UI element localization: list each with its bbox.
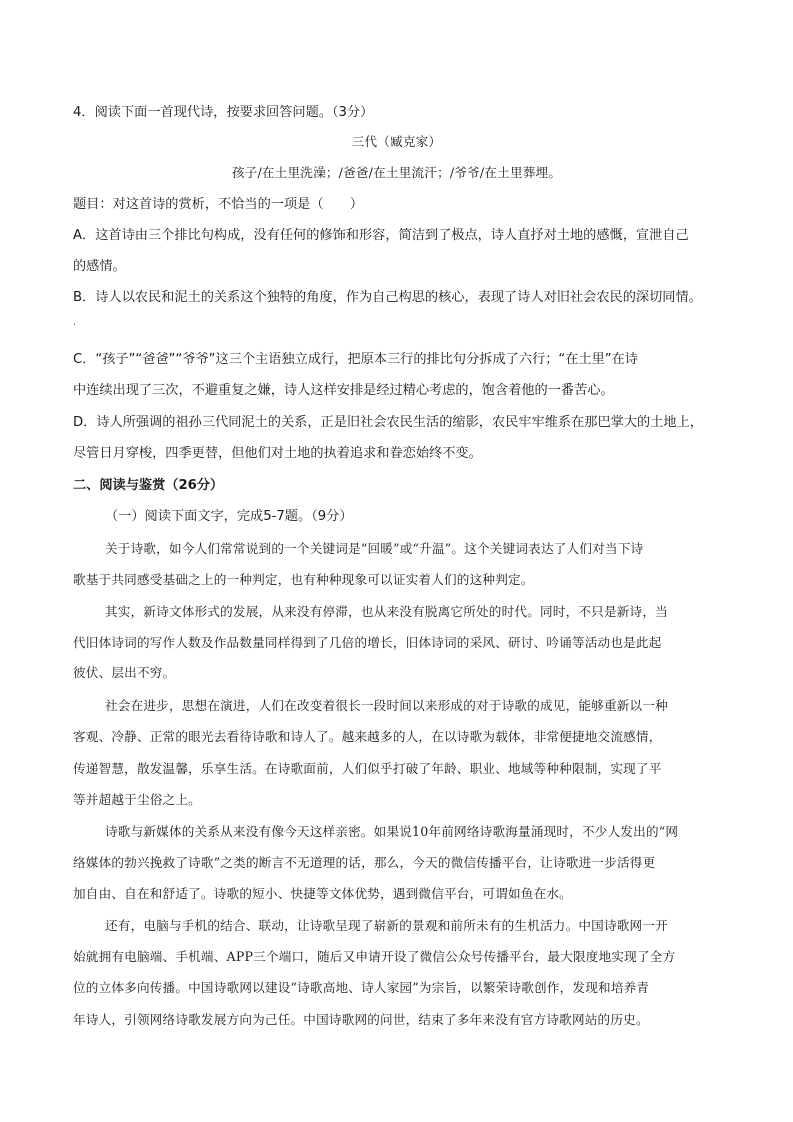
passage-line: 关于诗歌，如今人们常常说到的一个关键词是“回暖”或“升温”。这个关键词表达了人们对当下诗 [105, 541, 644, 556]
passage-line: 加自由、自在和舒适了。诗歌的短小、快捷等文体优势，遇到微信平台，可谓如鱼在水。 [73, 886, 572, 901]
option-a-line-2: 的感情。 [73, 259, 126, 274]
sub-heading: （一）阅读下面文字，完成5-7题。（9分） [105, 509, 353, 524]
passage-line: 其实，新诗文体形式的发展，从来没有停滞，也从来没有脱离它所处的时代。同时，不只是新诗，当 [105, 604, 668, 619]
paragraph-mark: · [73, 320, 77, 331]
poem-title: 三代（臧克家） [351, 134, 442, 149]
poem-body: 孩子/在土里洗澡；/爸爸/在土里流汗；/爷爷/在土里葬埋。 [231, 165, 562, 180]
passage-line: 歌基于共同感受基础之上的一种判定，也有种种现象可以证实着人们的这种判定。 [73, 572, 534, 587]
passage-line: 传递智慧，散发温馨，乐享生活。在诗歌面前，人们似乎打破了年龄、职业、地域等种种限制，实现了平 [73, 761, 662, 776]
option-d-line-2: 尽管日月穿梭，四季更替，但他们对土地的执着追求和眷恋始终不变。 [73, 446, 482, 461]
passage-line: 彼伏、层出不穷。 [73, 665, 176, 680]
passage-line: 客观、冷静、正常的眼光去看待诗歌和诗人了。越来越多的人，在以诗歌为载体，非常便捷地交流感情， [73, 729, 662, 744]
passage-line: 始就拥有电脑端、手机端、APP三个端口，随后又申请开设了微信公众号传播平台，最大限度地实现了全方 [73, 949, 676, 964]
passage-line: 还有，电脑与手机的结合、联动，让诗歌呈现了崭新的景观和前所未有的生机活力。中国诗歌网一开 [105, 918, 668, 933]
passage-line: 位的立体多向传播。中国诗歌网以建设“诗歌高地、诗人家园”为宗旨，以繁荣诗歌创作，发现和培养青 [73, 980, 650, 995]
option-b-line-1: B．诗人以农民和泥土的关系这个独特的角度，作为自己构思的核心，表现了诗人对旧社会农民的深切同情。 [73, 290, 702, 305]
passage-line: 络媒体的勃兴挽救了诗歌”之类的断言不无道理的话，那么，今天的微信传播平台，让诗歌进一步活得更 [73, 855, 656, 870]
question-4-stem: 4．阅读下面一首现代诗，按要求回答问题。（3分） [73, 105, 374, 120]
option-c-line-2: 中连续出现了三次，不避重复之嫌，诗人这样安排是经过精心考虑的，饱含着他的一番苦心。 [73, 383, 614, 398]
passage-line: 代旧体诗词的写作人数及作品数量同样得到了几倍的增长，旧体诗词的采风、研讨、吟诵等活动也是此起 [73, 635, 662, 650]
section-heading: 二、阅读与鉴赏（26分） [73, 478, 224, 493]
question-prompt: 题目：对这首诗的赏析，不恰当的一项是（ ） [73, 197, 364, 212]
option-a-line-1: A．这首诗由三个排比句构成，没有任何的修饰和形容，简洁到了极点，诗人直抒对土地的感慨，宣泄自己 [73, 228, 689, 243]
passage-line: 诗歌与新媒体的关系从来没有像今天这样亲密。如果说10年前网络诗歌海量涌现时，不少人发出的“网 [105, 824, 679, 839]
option-d-line-1: D．诗人所强调的祖孙三代同泥土的关系，正是旧社会农民生活的缩影，农民牢牢维系在那巴掌大的土地上， [73, 415, 703, 430]
passage-line: 年诗人，引领网络诗歌发展方向为己任。中国诗歌网的问世，结束了多年来没有官方诗歌网站的历史。 [73, 1012, 649, 1027]
passage-line: 社会在进步，思想在演进，人们在改变着很长一段时间以来形成的对于诗歌的成见，能够重新以一种 [105, 698, 668, 713]
passage-line: 等并超越于尘俗之上。 [73, 792, 201, 807]
option-c-line-1: C．“孩子”“爸爸”“爷爷”这三个主语独立成行，把原本三行的排比句分拆成了六行；“在土里”在诗 [73, 352, 638, 367]
